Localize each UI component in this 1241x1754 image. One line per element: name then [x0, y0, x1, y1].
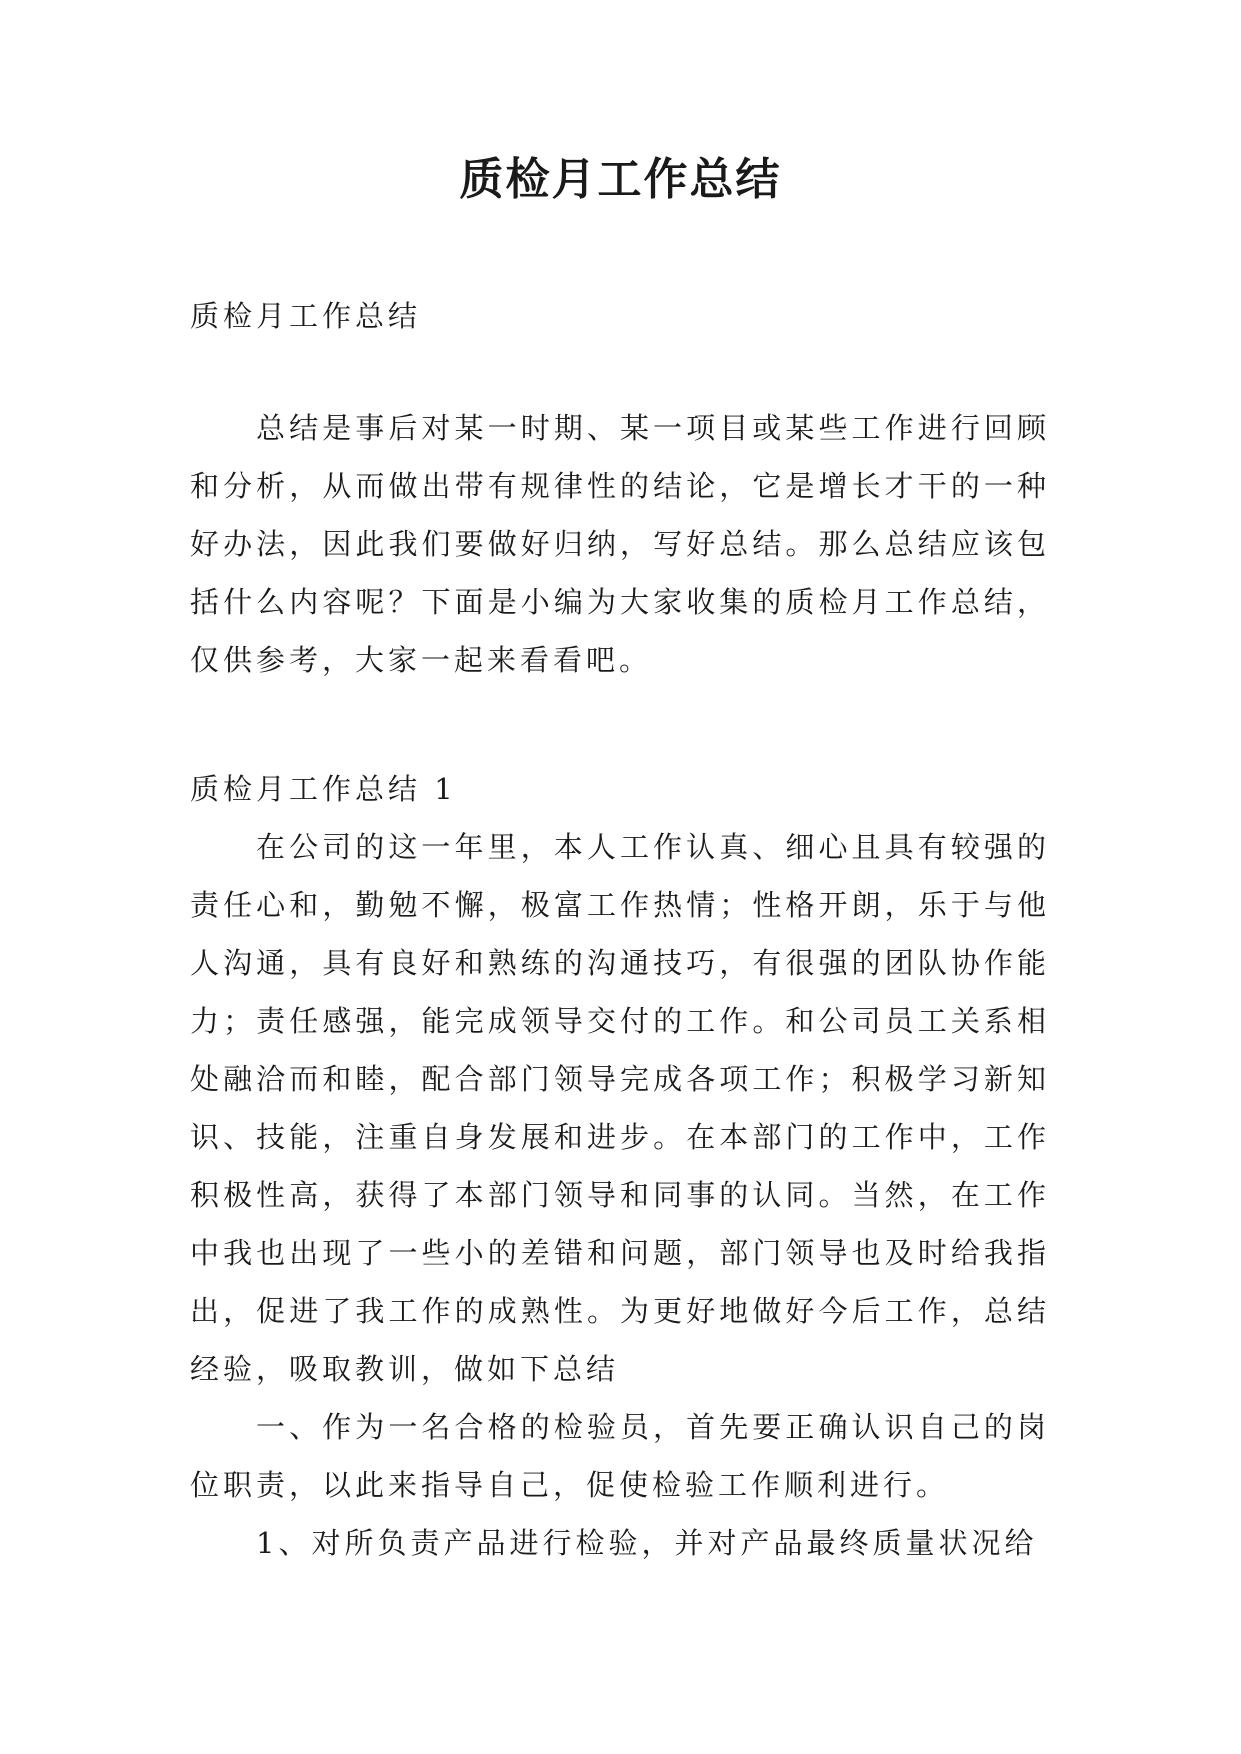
section-body-1: [190, 818, 1050, 1572]
page-title: 质检月工作总结: [459, 154, 782, 205]
intro-paragraph: 总结是事后对某一时期、某一项目或某些工作进行回顾和分析，从而做出带有规律性的结论，它是增长才干的一种好办法，因此我们要做好归纳，写好总结。那么总结应该包括什么内容呢？下面是小编为大家收集的质检月工作总结，仅供参考，大家一起来看看吧。: [190, 411, 1050, 677]
document-subtitle: 质检月工作总结: [190, 299, 422, 333]
section1-paragraph-3: 1、对所负责产品进行检验，并对产品最终质量状况给: [256, 1526, 1038, 1560]
section1-paragraph-1: 在公司的这一年里，本人工作认真、细心且具有较强的责任心和，勤勉不懈，极富工作热情；性格开朗，乐于与他人沟通，具有良好和熟练的沟通技巧，有很强的团队协作能力；责任感强，能完成领导交付的工作。和公司员工关系相处融洽而和睦，配合部门领导完成各项工作；积极学习新知识、技能，注重自身发展和进步。在本部门的工作中，工作积极性高，获得了本部门领导和同事的认同。当然，在工作中我也出现了一些小的差错和问题，部门领导也及时给我指出，促进了我工作的成熟性。为更好地做好今后工作，总结经验，吸取教训，做如下总结: [190, 830, 1050, 1386]
section-heading-1: 质检月工作总结 1: [190, 772, 457, 806]
intro-section: [190, 399, 1050, 689]
section1-paragraph-2: 一、作为一名合格的检验员，首先要正确认识自己的岗位职责，以此来指导自己，促使检验工作顺利进行。: [190, 1410, 1050, 1502]
